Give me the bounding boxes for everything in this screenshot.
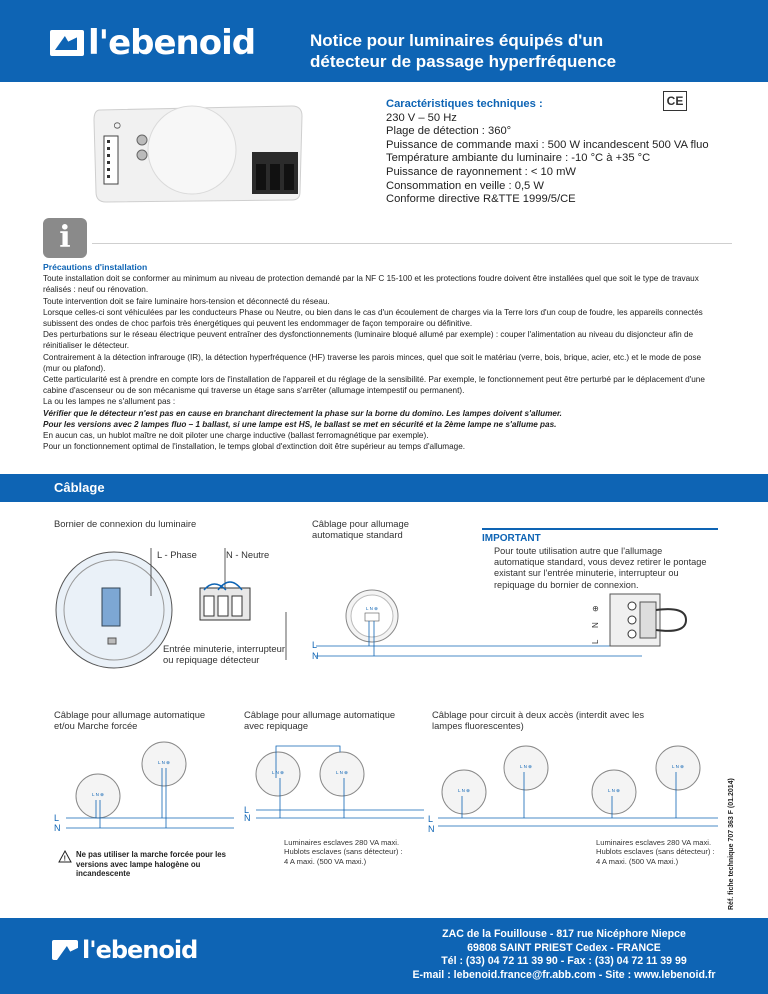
precaution-paragraph: En aucun cas, un hublot maître ne doit piloter une charge inductive (ballast ferromagnétique par exemple). bbox=[43, 431, 429, 441]
section-title-cablage: Câblage bbox=[54, 480, 105, 495]
precaution-paragraph: La ou les lampes ne s'allument pas : bbox=[43, 397, 176, 407]
svg-text:L: L bbox=[312, 640, 318, 650]
svg-text:L N ⊕: L N ⊕ bbox=[336, 770, 348, 775]
repiquage-title: Câblage pour allumage automatique avec repiquage bbox=[244, 709, 396, 732]
divider bbox=[92, 243, 732, 244]
detector-device-image bbox=[92, 100, 304, 204]
page-title: Notice pour luminaires équipés d'un détecteur de passage hyperfréquence bbox=[310, 31, 617, 71]
repiquage-diagram bbox=[244, 738, 424, 828]
forcee-diagram bbox=[54, 738, 234, 838]
terminal-block-image bbox=[590, 590, 702, 648]
precaution-paragraph: Toute installation doit se conformer au minimum au niveau de protection demandé par la NF C 15-100 et les protections foudre doivent être installées quel que soit le type de travaux réalisés : neuf ou rénovation. bbox=[43, 274, 699, 295]
section-band bbox=[0, 474, 768, 502]
svg-text:O: O bbox=[112, 122, 122, 130]
label-phase: L - Phase bbox=[157, 549, 197, 560]
reference-number: Réf. fiche technique 707 363 F (01.2014) bbox=[728, 778, 735, 910]
svg-text:L N ⊕: L N ⊕ bbox=[92, 792, 104, 797]
important-title: IMPORTANT bbox=[482, 528, 718, 544]
label-neutre: N - Neutre bbox=[226, 549, 270, 560]
svg-text:L N ⊕: L N ⊕ bbox=[458, 788, 470, 793]
svg-text:L N ⊕: L N ⊕ bbox=[608, 788, 620, 793]
footer-wordmark: l'ebenoid bbox=[82, 936, 198, 964]
svg-text:N: N bbox=[54, 823, 61, 833]
warning-icon bbox=[58, 850, 72, 863]
auto-standard-title: Câblage pour allumage automatique standard bbox=[312, 518, 409, 541]
warning-text: Ne pas utiliser la marche forcée pour les versions avec lampe halogène ou incandescente bbox=[76, 850, 226, 879]
forcee-title: Câblage pour allumage automatique et/ou Marche forcée bbox=[54, 709, 206, 732]
precaution-paragraph: Pour un fonctionnement optimal de l'installation, le temps global d'extinction doit être supérieur au temps d'allumage. bbox=[43, 442, 466, 452]
precaution-paragraph: Contrairement à la détection infrarouge (IR), la détection hyperfréquence (HF) traverse les parois minces, quel que soit le matériau (verre, bois, brique, acier, etc.) et le mode de pose (mur ou plafond). bbox=[43, 352, 702, 373]
precaution-emphasis: Vérifier que le détecteur n'est pas en cause en branchant directement la phase sur la borne du domino. Les lampes doivent s'allumer. bbox=[43, 408, 562, 418]
brand-mark-icon bbox=[50, 30, 84, 56]
spec-line: 230 V – 50 Hz bbox=[386, 111, 457, 124]
footer-email-site[interactable]: E-mail : lebenoid.france@fr.abb.com - Site : www.lebenoid.fr bbox=[412, 968, 716, 981]
precaution-emphasis: Pour les versions avec 2 lampes fluo – 1 ballast, si une lampe est HS, le ballast se met en sécurité et la 2ème lampe ne s'allume pas. bbox=[43, 419, 557, 429]
precaution-paragraph: Cette particularité est à prendre en compte lors de l'installation de l'appareil et du réglage de la sensibilité. Par exemple, le fonctionnement peut être perturbé par le déplacement d'une cabine d'ascenseur ou de son mécanisme qui traverse un étage sans s'arrêter (allumage intempestif ou permanent). bbox=[43, 375, 705, 396]
brand-logo bbox=[50, 23, 256, 63]
svg-text:L: L bbox=[428, 814, 434, 824]
svg-text:!: ! bbox=[63, 855, 66, 863]
esclaves-note-1: Luminaires esclaves 280 VA maxi. Hublots esclaves (sans détecteur) : 4 A maxi. (500 VA maxi.) bbox=[284, 838, 403, 866]
precaution-paragraph: Des perturbations sur le réseau électrique peuvent entraîner des dysfonctionnements (luminaire bloqué allumé par exemple) : couper l'alimentation au niveau du disjoncteur afin de réinitialiser le détecteur. bbox=[43, 330, 694, 351]
svg-text:L: L bbox=[244, 805, 250, 815]
svg-text:L N ⊕: L N ⊕ bbox=[272, 770, 284, 775]
spec-line: Puissance de rayonnement : < 10 mW bbox=[386, 165, 576, 178]
deux-acces-diagram bbox=[428, 742, 718, 838]
svg-text:L: L bbox=[54, 813, 60, 823]
technical-specs bbox=[386, 98, 726, 207]
deux-acces-title: Câblage pour circuit à deux accès (interdit avec les lampes fluorescentes) bbox=[432, 709, 645, 732]
info-icon: i bbox=[43, 218, 87, 258]
precaution-paragraph: Lorsque celles-ci sont véhiculées par les conducteurs Phase ou Neutre, ou bien dans le cas d'un écoulement de charges via la Terre lors d'un coup de foudre, les appareils connectés subissent des ondes de choc parfois très énergétiques qui peuvent les endommager de façon temporaire ou définitive. bbox=[43, 307, 703, 329]
svg-text:N: N bbox=[244, 813, 251, 823]
precautions-title: Précautions d'installation bbox=[43, 262, 148, 272]
spec-line: Plage de détection : 360° bbox=[386, 125, 512, 138]
svg-text:N: N bbox=[428, 824, 435, 834]
spec-line: Puissance de commande maxi : 500 W incandescent 500 VA fluo bbox=[386, 138, 709, 151]
svg-text:L N ⊕: L N ⊕ bbox=[520, 764, 532, 769]
specs-title: Caractéristiques techniques : bbox=[386, 98, 543, 110]
bornier-title: Bornier de connexion du luminaire bbox=[54, 518, 197, 529]
spec-line: Température ambiante du luminaire : -10 °C à +35 °C bbox=[386, 152, 651, 165]
spec-line: Consommation en veille : 0,5 W bbox=[386, 179, 544, 192]
precaution-paragraph: Toute intervention doit se faire luminaire hors-tension et déconnecté du réseau. bbox=[43, 296, 330, 306]
svg-text:L N ⊕: L N ⊕ bbox=[158, 760, 170, 765]
svg-text:⊕: ⊕ bbox=[591, 605, 600, 612]
esclaves-note-2: Luminaires esclaves 280 VA maxi. Hublots esclaves (sans détecteur) : 4 A maxi. (500 VA maxi.) bbox=[596, 838, 715, 866]
important-text: Pour toute utilisation autre que l'allumage automatique standard, vous devez retirer le pontage existant sur l'entrée minuterie, interrupteur ou repiquage du bornier de connexion. bbox=[494, 546, 707, 590]
svg-text:L: L bbox=[591, 639, 600, 644]
svg-text:N: N bbox=[591, 622, 600, 628]
footer-contact: ZAC de la Fouillouse - 817 rue Nicéphore Niepce 69808 SAINT PRIEST Cedex - FRANCE Tél : (33) 04 72 11 39 90 - Fax : (33) 04 72 11 39 99 E-mail : lebenoid.france@fr.abb.com - Site : www.lebenoid.fr bbox=[374, 928, 754, 982]
svg-text:N: N bbox=[312, 651, 319, 661]
warning-note bbox=[58, 850, 246, 879]
entree-label: Entrée minuterie, interrupteur ou repiquage détecteur bbox=[163, 643, 285, 666]
ce-mark-icon: CE bbox=[663, 91, 687, 111]
spec-line: Conforme directive R&TTE 1999/5/CE bbox=[386, 193, 576, 206]
footer-logo bbox=[52, 938, 197, 962]
svg-text:L N ⊕: L N ⊕ bbox=[366, 606, 378, 611]
precautions-section bbox=[43, 262, 719, 452]
svg-text:L N ⊕: L N ⊕ bbox=[672, 764, 684, 769]
brand-mark-icon bbox=[52, 940, 78, 960]
brand-wordmark: l'ebenoid bbox=[88, 23, 256, 63]
